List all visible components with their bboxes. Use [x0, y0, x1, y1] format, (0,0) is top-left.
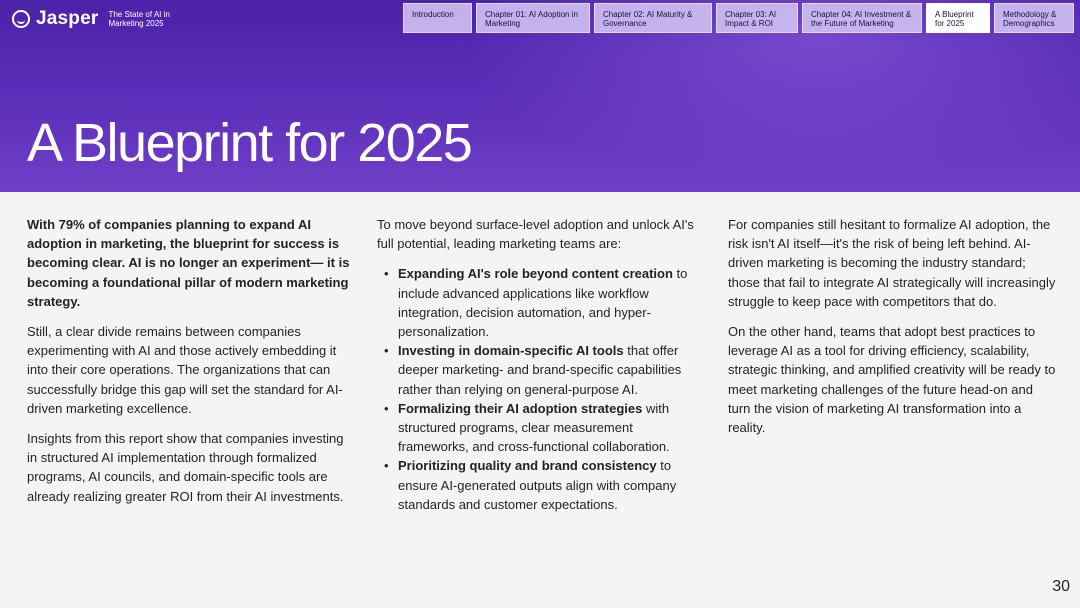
- tab-methodology[interactable]: Methodology & Demographics: [994, 3, 1074, 33]
- tab-chapter-01[interactable]: Chapter 01: AI Adoption in Marketing: [476, 3, 590, 33]
- tab-blueprint-2025[interactable]: A Blueprint for 2025: [926, 3, 990, 33]
- list-item-heading: Expanding AI's role beyond content creation: [398, 266, 673, 282]
- report-subtitle: The State of AI in Marketing 2025: [108, 10, 170, 28]
- brand-name: Jasper: [36, 8, 99, 29]
- list-item-text: with structured programs, clear measurement frameworks, and cross-functional collaboration.: [398, 400, 670, 455]
- chapter-nav: [403, 3, 1074, 33]
- list-item-heading: Formalizing their AI adoption strategies: [398, 400, 643, 416]
- tab-chapter-02[interactable]: Chapter 02: AI Maturity & Governance: [594, 3, 712, 33]
- tab-introduction[interactable]: Introduction: [403, 3, 472, 33]
- list-item: [377, 264, 707, 341]
- jasper-logo-icon: [12, 10, 30, 28]
- paragraph: Still, a clear divide remains between companies experimenting with AI and those actively embedding it into their core operations. The organizations that can successfully bridge this gap will set the standard for AI-driven marketing excellence.: [27, 324, 343, 416]
- brand[interactable]: [12, 8, 178, 30]
- list-item-text: that offer deeper marketing- and brand-specific capabilities rather than relying on general-purpose AI.: [398, 343, 682, 397]
- best-practices-list: [377, 264, 707, 514]
- paragraph: Insights from this report show that companies investing in structured AI implementation through formalized programs, AI councils, and domain-specific tools are already realizing greater ROI from their AI investments.: [27, 431, 344, 504]
- page-title: A Blueprint for 2025: [27, 113, 472, 173]
- list-item-text: to include advanced applications like workflow integration, decision automation, and hyper-personalization.: [398, 266, 688, 340]
- column-left: [27, 215, 357, 517]
- column-right: [728, 215, 1058, 448]
- page-number: 30: [1052, 578, 1070, 595]
- tab-chapter-03[interactable]: Chapter 03: AI Impact & ROI: [716, 3, 798, 33]
- list-item: [377, 341, 707, 399]
- hero-banner: [0, 0, 1080, 192]
- list-item-heading: Investing in domain-specific AI tools: [398, 343, 624, 359]
- column-middle: [377, 215, 707, 514]
- intro-paragraph: To move beyond surface-level adoption and unlock AI's full potential, leading marketing teams are:: [377, 217, 694, 252]
- list-item-text: to ensure AI-generated outputs align with company standards and customer expectations.: [398, 458, 677, 512]
- tab-chapter-04[interactable]: Chapter 04: AI Investment & the Future of Marketing: [802, 3, 922, 33]
- list-item-heading: Prioritizing quality and brand consistency: [398, 458, 657, 474]
- list-item: [377, 399, 707, 457]
- paragraph: On the other hand, teams that adopt best practices to leverage AI as a tool for driving efficiency, scalability, strategic thinking, and amplified creativity will be ready to meet marketing challenges of the future head-on and turn the vision of marketing AI transformation into a reality.: [728, 324, 1056, 436]
- paragraph: For companies still hesitant to formalize AI adoption, the risk isn't AI itself—it's the risk of being left behind. AI-driven marketing is becoming the industry standard; those that fail to integrate AI strategically will increasingly struggle to keep pace with competitors that do.: [728, 217, 1056, 309]
- lead-paragraph: With 79% of companies planning to expand AI adoption in marketing, the blueprint for success is becoming clear. AI is no longer an experiment— it is becoming a foundational pillar of modern marketing strategy.: [27, 217, 350, 309]
- list-item: [377, 456, 707, 514]
